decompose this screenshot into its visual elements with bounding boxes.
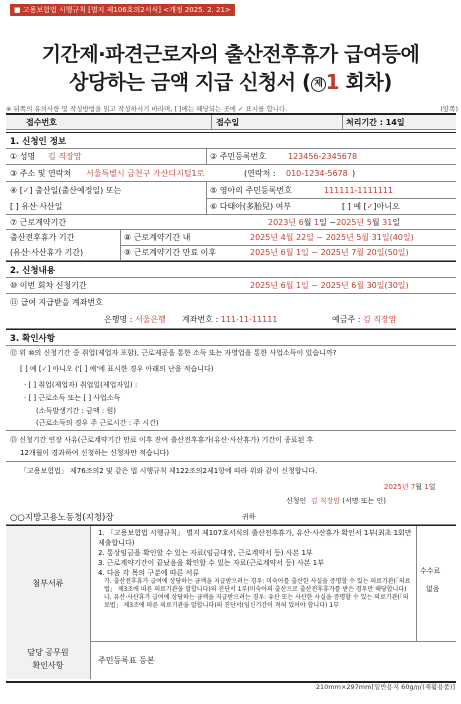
phone-close: ) [352,168,356,178]
account-label: ⑪ 급여 지급받을 계좌번호 [10,297,103,307]
sign-label: (서명 또는 인) [342,497,386,505]
instructions [6,104,458,113]
section2-title: 2. 신청내용 [10,265,55,276]
phone-label: (연락처 : [244,168,276,178]
declaration-row [6,462,456,525]
applicant-name: 김 직장맘 [310,497,341,505]
attachments-row [6,525,456,642]
declaration-date[interactable]: 2025년 7 월 1 일 [384,483,436,491]
form-table [6,113,456,683]
officer-label-line2: 확인사항 [32,661,64,670]
leave-after-contract-value[interactable]: 2025년 6월 1일 ~ 2025년 7월 20일(50일) [250,248,409,257]
bank-info [104,311,166,327]
address-row [6,165,456,182]
contract-start-month: 6 [298,217,304,227]
attachments-label: 첨부서류 [6,526,90,641]
check-mark-icon: ✓ [238,105,244,113]
account-number-field[interactable]: 111-11-11111 [220,314,278,324]
fee-label: 수수료 [420,567,441,575]
contract-start-year: 2023년 [268,217,297,227]
leave-period-label: 출산전후휴가 기간 [10,233,75,242]
office-name: ○○지방고용노동청(지청)장 [10,512,114,523]
income-type-option[interactable]: · [ ] 근로소득 또는 [ ] 사업소득 [24,394,121,402]
section2-header [6,261,456,278]
instructions-tail: 표시를 합니다. [243,105,288,113]
receipt-number-label: 접수번호 [26,117,57,127]
miscarriage-leave-label: (유산·사산휴가 기간) [10,248,84,257]
due-bracket-open: ④ [ [10,185,23,195]
extension-reason-note: 12개월이 경과하여 신청하는 신청자만 적습니다) [20,448,170,457]
contract-end-year: 2025년 [336,217,365,227]
fee-value: 없음 [426,585,440,593]
form-reference-note: ■ 고용보험법 시행규칙 [별지 제106호의2서식] <개정 2025. 2. 21> [10,4,235,16]
officer-check-row [6,641,456,679]
check-mark-icon: ✓ [41,365,48,373]
work-hours-line: (근로소득의 경우 주 근로시간 : 주 시간) [36,419,159,427]
contract-end-month: 5 [366,217,372,227]
income-yes: [ ] 예 [ [20,365,42,373]
attachment-item: 1. 「고용보험법 시행규칙」 별지 제107호서식의 출산전후휴가, 유산·사산휴가 확인서 1부(최초 1회만 제출합니다) [98,529,412,547]
bank-field[interactable]: 서울은행 [134,314,166,324]
attachment-item: 3. 근로계약기간이 끝났음을 확인할 수 있는 자료(근로계약서 등) 사본 1부 [98,559,324,567]
declaration-text: 「고용보험법」 제76조의2 및 같은 법 시행규칙 제122조의2제1항에 따라 위와 같이 신청합니다. [20,467,318,475]
employment-option[interactable]: · [ ] 취업(제업자) 취업일(제업자일) : [24,381,138,389]
leave-within-contract-value[interactable]: 2025년 4월 22일 ~ 2025년 5월 31일(40일) [250,233,414,242]
title-line2-post: 회차) [339,70,392,94]
check-mark-icon: ✓ [22,185,30,195]
attachment-subitem: 나. 유산·사산휴가 급여에 상당하는 금액을 지급받으려는 경우: 유산 또는 사산한 사실을 증명할 수 있는 의료기관(「의료법」 제3조에 따른 의료기관을 말합니다)의 진단서(임신기간이 적혀 있어야 합니다) 1부 [104,594,409,609]
decl-month: 7 [410,483,416,491]
claim-period-value[interactable]: 2025년 6월 1일 ~ 2025년 6월 30일(30일) [250,280,409,290]
leave-after-contract-label: ⑨ 근로계약기간 만료 이후 [124,248,217,257]
income-answer[interactable] [20,363,214,375]
multi-yes: [ ] 예 [ [342,201,367,211]
income-period-line: (소득발생기간 : 금액 : 원) [36,407,116,415]
paper-spec: 210mm×297mm[일반용지 60g/㎡(재활용품)] [315,683,455,691]
round-mark: 제 [311,77,326,92]
section1-header [6,132,456,149]
extension-reason-row [6,431,456,462]
phone-field[interactable]: 010-1234-5678 [286,168,348,178]
contract-start-day: 1 [314,217,320,227]
front-side-label: (앞쪽) [440,105,458,113]
section1-title: 1. 신청인 정보 [10,136,67,147]
form-title-line2 [0,66,461,95]
rrn-field[interactable]: 123456-2345678 [288,151,358,161]
leave-row [6,230,456,261]
attachment-item: 2. 통상임금을 확인할 수 있는 자료(임금대장, 근로계약서 등) 사본 1부 [98,549,313,557]
rrn-label: ② 주민등록번호 [210,151,267,161]
address-label: ③ 주소 및 연락처 [10,168,72,178]
contract-period-value[interactable]: 2023년 6 월 1 일 ~ 2025년 5 월 31 일 [268,217,401,227]
multiple-birth-options[interactable] [342,198,400,214]
account-row [6,294,456,329]
officer-check-value: 주민등록표 등본 [98,655,155,665]
multiple-birth-label: ⑥ 다태아(多胎兒) 여부 [210,201,292,211]
attachment-subitem: 가. 출산전후휴가 급여에 상당하는 금액을 지급받으려는 경우: 미숙아를 출산한 사실을 증명할 수 있는 의료기관(「의료법」 제3조에 따른 의료기관을 말합니다)의 진단서 1부(미숙아의 출산으로 출산전후휴가를 받은 경우만 해당합니다) [104,578,411,593]
officer-label-line1: 담당 공무원 [27,648,69,657]
claim-period-row [6,277,456,294]
holder-label: 예금주 : [332,314,361,324]
round-number[interactable]: 1 [325,70,340,94]
infant-rrn-label: ⑤ 영아의 주민등록번호 [210,185,292,195]
miscarriage-option[interactable]: [ ] 유산·사산일 [10,201,63,211]
receipt-date-label: 접수일 [216,117,240,127]
officer-check-label [6,641,90,679]
applicant-label: 신청인 [286,497,307,505]
due-date-label: ] 출산일(출산예정일) 또는 [29,185,122,195]
claim-period-label: ⑩ 이번 회차 신청기간 [10,280,87,290]
instructions-text: ※ 뒤쪽의 유의사항 및 작성방법을 읽고 작성하시기 바라며, [ ]에는 해당되는 곳에 [6,105,239,113]
leave-within-contract-label: ⑧ 근로계약기간 내 [124,233,191,242]
decl-year: 2025년 [384,483,409,491]
income-question-row [6,345,456,431]
attachment-item: 4. 다음 각 목의 구분에 따른 서류 [98,569,200,577]
name-row [6,148,456,165]
contract-end-day: 31 [382,217,393,227]
receipt-row [6,115,456,130]
form-title-line1: 기간제·파견근로자의 출산전후휴가 급여등에 [41,42,420,66]
processing-period: 처리기간 : 14일 [346,117,405,127]
name-field[interactable]: 김 직장맘 [48,151,82,161]
applicant-signature[interactable] [286,495,386,507]
birth-row [6,182,456,215]
address-field[interactable]: 서울특별시 금천구 가산디지털1로 [86,168,205,178]
due-date-option[interactable] [10,183,121,197]
contract-row [6,215,456,230]
extension-reason-label: ⑬ 신청기간 연장 사유(근로계약기간 만료 이후 잔여 출산전후휴가(유산·사산휴가) 기간이 종료된 후 [10,435,314,444]
account-number-label: 계좌번호 : [182,314,219,324]
holder-field[interactable]: 김 직장맘 [362,314,397,324]
income-question: ⑫ 위 ⑩의 신청기간 중 취업(제업자 포함), 근로제공을 통한 소득 또는 자영업을 통한 사업소득이 있습니까? [10,349,337,357]
bank-label: 은행명 : [104,314,133,324]
name-label: ① 성명 [10,151,36,161]
infant-rrn-field[interactable]: 111111-1111111 [324,185,394,195]
section3-header [6,329,456,346]
check-mark-icon: ✓ [366,201,374,211]
decl-day: 1 [424,483,429,491]
attachments-list [98,526,412,641]
holder-info [332,311,396,327]
contract-period-label: ⑦ 근로계약기간 [10,217,67,227]
multi-no: ]아니오 [373,201,400,211]
office-suffix: 귀하 [242,512,256,521]
account-info [182,311,277,327]
income-no: ] 아니오 ('[ ] 예'에 표시한 경우 아래의 난을 적습니다) [47,365,214,373]
title-line2-pre: 상당하는 금액 지급 신청서 ( [69,70,311,94]
section3-title: 3. 확인사항 [10,333,55,344]
